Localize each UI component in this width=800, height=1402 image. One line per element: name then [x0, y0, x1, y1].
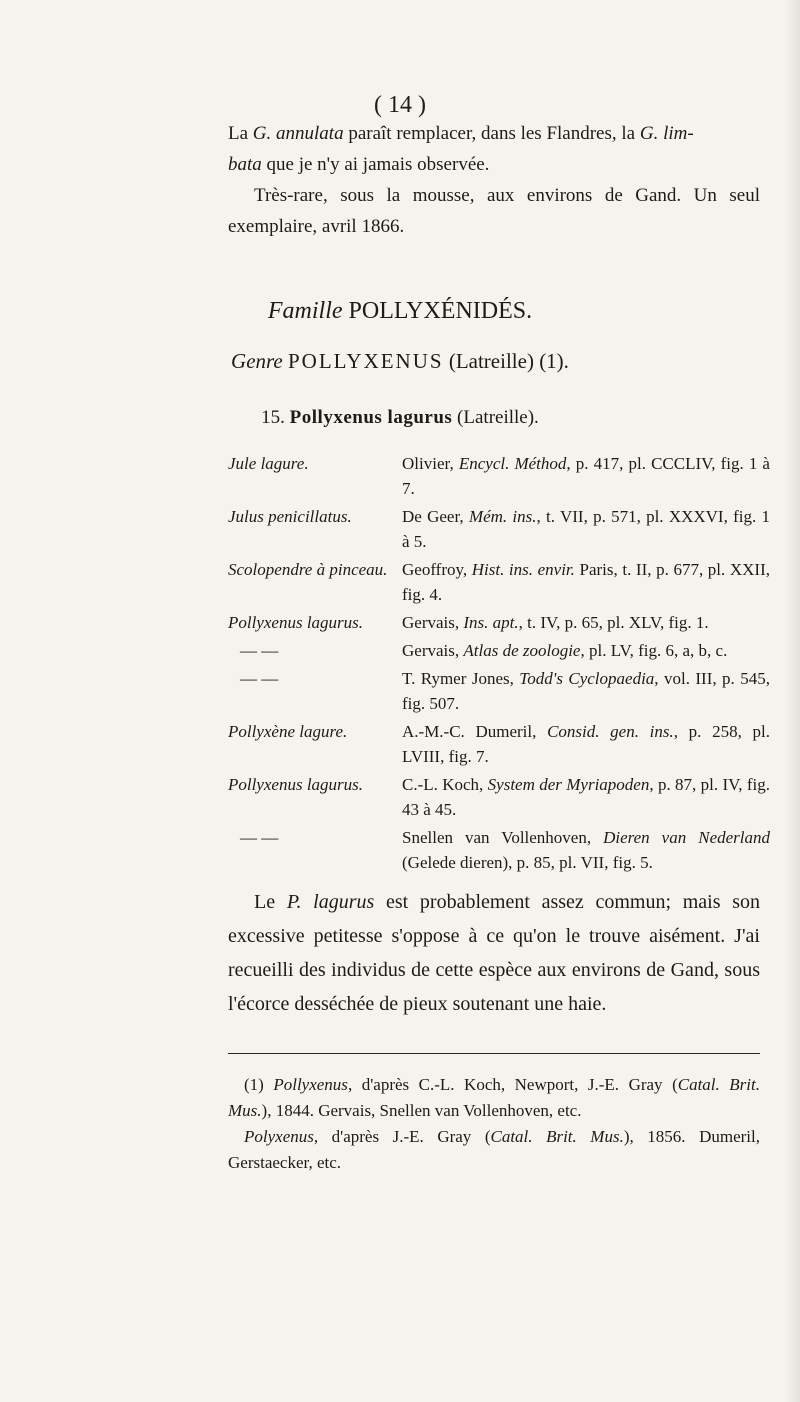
synonym-entry — [228, 666, 770, 716]
species-name: Pollyxenus lagurus — [289, 407, 453, 428]
reference-details: Paris, t. II, p. 677, pl. XXII, fig. 4. — [402, 560, 770, 604]
footnote-marker: (1). — [539, 349, 569, 373]
genus-prefix: Genre — [231, 349, 283, 373]
synonymy-list — [228, 451, 770, 878]
intro-paragraph — [228, 118, 760, 242]
reference-work: Encycl. Méthod — [458, 454, 567, 473]
synonym-reference — [402, 719, 770, 769]
synonym-entry — [228, 504, 770, 554]
reference-author: Gervais, — [402, 641, 464, 660]
synonym-entry — [228, 638, 770, 663]
intro-text: paraît remplacer, dans les Flandres, la — [343, 123, 640, 144]
reference-author: T. Rymer Jones, — [402, 669, 520, 688]
synonym-entry — [228, 451, 770, 501]
synonym-reference — [402, 825, 770, 875]
intro-species-2b: bata — [228, 154, 262, 175]
footnote-text: ), 1856. Dumeril, Gerstaecker, etc. — [228, 1127, 760, 1172]
reference-details: , p. 417, pl. CCCLIV, fig. 1 à 7. — [402, 454, 770, 498]
footnote-divider — [228, 1053, 760, 1054]
reference-work: Ins. apt. — [463, 613, 519, 632]
footnote-text: , d'après C.-L. Koch, Newport, J.-E. Gray ( — [347, 1075, 678, 1094]
reference-work: Todd's Cyclopaedia — [519, 669, 655, 688]
reference-work: Dieren van Nederland — [603, 828, 770, 847]
intro-species-1: G. annulata — [252, 123, 344, 144]
synonym-entry — [228, 772, 770, 822]
reference-details: , t. IV, p. 65, pl. XLV, fig. 1. — [518, 613, 709, 632]
reference-work: Consid. gen. ins. — [547, 722, 674, 741]
footnote-text: , d'après J.-E. Gray ( — [313, 1127, 491, 1146]
synonym-reference — [402, 504, 770, 554]
reference-author: Geoffroy, — [402, 560, 472, 579]
footnote-work: Catal. Brit. Mus. — [490, 1127, 624, 1146]
reference-details: , vol. III, p. 545, fig. 507. — [402, 669, 770, 713]
family-name: POLLYXÉNIDÉS. — [348, 298, 533, 324]
genus-name: POLLYXENUS — [288, 349, 444, 373]
family-heading — [0, 298, 800, 325]
body-text: Le — [254, 891, 287, 913]
page-edge — [786, 0, 800, 1402]
intro-text: La — [228, 123, 253, 144]
intro-text: que je n'y ai jamais observée. — [261, 154, 490, 175]
synonym-name: Julus penicillatus. — [228, 507, 352, 526]
footnote-genus: Polyxenus — [244, 1127, 314, 1146]
reference-author: Olivier, — [402, 454, 459, 473]
reference-author: A.-M.-C. Dumeril, — [402, 722, 548, 741]
body-text: est probablement assez commun; mais son excessive petitesse s'oppose à ce qu'on le trouve aisément. J'ai recueilli des individus de cette espèce aux environs de Gand, sous l'écorce desséchée de pieux soutenant une haie. — [228, 891, 761, 1015]
synonym-entry — [228, 610, 770, 635]
reference-author: C.-L. Koch, — [402, 775, 488, 794]
reference-work: Hist. ins. envir. — [471, 560, 575, 579]
page-number: ( 14 ) — [374, 92, 426, 118]
footnote-work: Catal. Brit. Mus. — [228, 1075, 760, 1120]
reference-author: Gervais, — [402, 613, 464, 632]
synonym-name: — — — [240, 641, 279, 660]
synonym-reference — [402, 557, 770, 607]
synonym-name: — — — [240, 669, 279, 688]
synonym-reference — [402, 451, 770, 501]
synonym-reference — [402, 610, 770, 635]
reference-author: De Geer, — [402, 507, 469, 526]
reference-details: , p. 87, pl. IV, fig. 43 à 45. — [402, 775, 770, 819]
synonym-entry — [228, 557, 770, 607]
footnote-genus: Pollyxenus — [273, 1075, 348, 1094]
synonym-reference — [402, 772, 770, 822]
synonym-name: — — — [240, 828, 279, 847]
reference-details: , p. 258, pl. LVIII, fig. 7. — [402, 722, 770, 766]
reference-details: , pl. LV, fig. 6, a, b, c. — [580, 641, 728, 660]
habitat-paragraph: Très-rare, sous la mousse, aux environs de Gand. Un seul exemplaire, avril 1866. — [228, 185, 760, 237]
reference-work: Atlas de zoologie — [463, 641, 581, 660]
synonym-entry — [228, 825, 770, 875]
synonym-name: Jule lagure. — [228, 454, 309, 473]
family-prefix: Famille — [267, 298, 343, 324]
synonym-name: Pollyxène lagure. — [228, 722, 348, 741]
footnote-text: ), 1844. Gervais, Snellen van Vollenhoven, etc. — [261, 1101, 582, 1120]
footnote — [228, 1072, 760, 1176]
body-paragraph — [228, 885, 760, 1021]
synonym-entry — [228, 719, 770, 769]
species-author: (Latreille). — [457, 407, 539, 428]
reference-author: Snellen van Vollenhoven, — [402, 828, 604, 847]
synonym-reference — [402, 638, 770, 663]
genus-author: (Latreille) — [448, 349, 534, 373]
reference-work: Mém. ins. — [468, 507, 537, 526]
synonym-name: Pollyxenus lagurus. — [228, 775, 364, 794]
genus-heading — [0, 349, 800, 374]
reference-work: System der Myriapoden — [487, 775, 650, 794]
footnote-number: (1) — [244, 1075, 274, 1094]
synonym-name: Pollyxenus lagurus. — [228, 613, 364, 632]
species-number: 15. — [261, 407, 285, 428]
synonym-name: Scolopendre à pinceau. — [228, 560, 388, 579]
synonym-reference — [402, 666, 770, 716]
intro-species-2a: G. lim- — [639, 123, 694, 144]
body-species: P. lagurus — [286, 891, 375, 913]
species-heading — [0, 407, 800, 429]
reference-details: (Gelede dieren), p. 85, pl. VII, fig. 5. — [402, 853, 653, 872]
reference-details: , t. VII, p. 571, pl. XXXVI, fig. 1 à 5. — [402, 507, 770, 551]
